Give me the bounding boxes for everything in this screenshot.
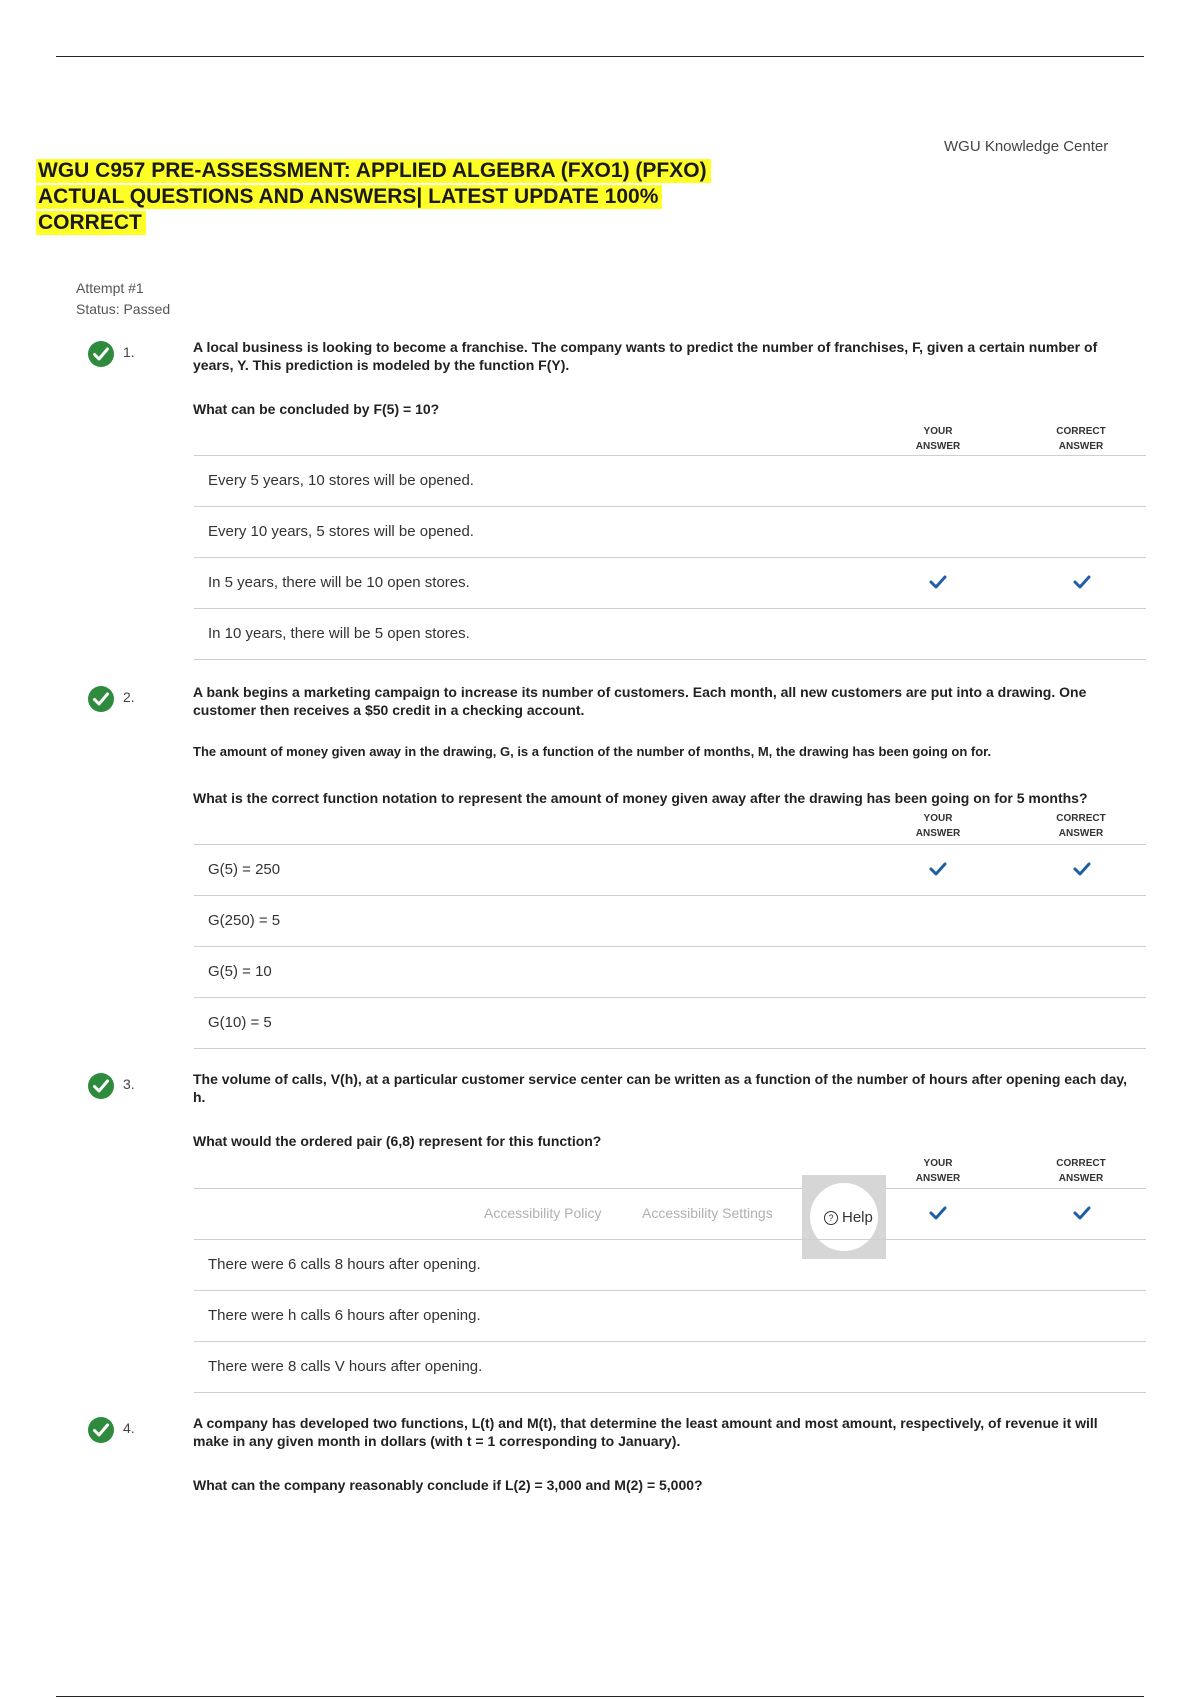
answer-label: In 5 years, there will be 10 open stores. [208, 574, 470, 591]
answer-row[interactable] [194, 608, 1146, 660]
correct-answer-header: CORRECT ANSWER [1056, 813, 1106, 839]
answer-row[interactable] [194, 1290, 1146, 1341]
answer-label: Every 5 years, 10 stores will be opened. [208, 472, 474, 489]
title-line-1: WGU C957 PRE-ASSESSMENT: APPLIED ALGEBRA (FXO1) (PFXO) [36, 159, 711, 183]
correct-answer-check-icon [1072, 1204, 1092, 1222]
question-number: 1. [123, 344, 135, 360]
passed-check-icon [88, 1417, 114, 1443]
answer-table [194, 1188, 1146, 1393]
top-rule [56, 56, 1144, 57]
question-text: The volume of calls, V(h), at a particular customer service center can be written as a function of the number of hours after opening each day, h. [193, 1071, 1128, 1105]
your-answer-check-icon [928, 1204, 948, 1222]
your-answer-check-icon [928, 860, 948, 878]
answer-label: There were h calls 6 hours after opening. [208, 1307, 481, 1324]
answer-label: There were 8 calls V hours after opening. [208, 1358, 483, 1375]
answer-label: G(10) = 5 [208, 1014, 272, 1031]
your-answer-check-icon [928, 573, 948, 591]
answer-table [194, 844, 1146, 1049]
correct-answer-header: CORRECT ANSWER [1056, 1158, 1106, 1184]
accessibility-settings-link[interactable]: Accessibility Settings [642, 1205, 773, 1221]
answer-row[interactable] [194, 455, 1146, 506]
question-number: 3. [123, 1076, 135, 1092]
answer-label: There were 6 calls 8 hours after opening. [208, 1256, 481, 1273]
help-label [824, 1209, 873, 1226]
answer-row[interactable] [194, 997, 1146, 1049]
answer-row[interactable] [194, 506, 1146, 557]
correct-answer-check-icon [1072, 573, 1092, 591]
answer-row[interactable] [194, 1188, 1146, 1239]
question-prompt: What can be concluded by F(5) = 10? [193, 401, 440, 417]
answer-label: In 10 years, there will be 5 open stores. [208, 625, 470, 642]
status-label: Status: Passed [76, 301, 171, 317]
passed-check-icon [88, 686, 114, 712]
your-answer-header: YOUR ANSWER [915, 813, 961, 839]
title-line-3: CORRECT [36, 211, 146, 235]
question-text: A bank begins a marketing campaign to increase its number of customers. Each month, all new customers are put into a drawing. One customer then receives a $50 credit in a checking account. [193, 684, 1087, 718]
question-prompt: What can the company reasonably conclude if L(2) = 3,000 and M(2) = 5,000? [193, 1477, 703, 1493]
document-title [36, 158, 796, 236]
question-text: A company has developed two functions, L(t) and M(t), that determine the least amount and most amount, respectively, of revenue it will make in any given month in dollars (with t = 1 corresponding to January). [193, 1415, 1098, 1449]
correct-answer-header: CORRECT ANSWER [1056, 426, 1106, 452]
help-icon: ? [824, 1211, 838, 1225]
answer-table [194, 455, 1146, 660]
question-prompt: What is the correct function notation to represent the amount of money given away after the drawing has been going on for 5 months? [193, 790, 1088, 806]
attempt-label: Attempt #1 [76, 280, 144, 296]
title-line-2: ACTUAL QUESTIONS AND ANSWERS| LATEST UPDATE 100% [36, 185, 662, 209]
question-text-2: The amount of money given away in the drawing, G, is a function of the number of months, M, the drawing has been going on for. [193, 744, 992, 759]
answer-label: G(5) = 10 [208, 963, 272, 980]
passed-check-icon [88, 341, 114, 367]
bottom-rule [56, 1696, 1144, 1697]
accessibility-policy-link[interactable]: Accessibility Policy [484, 1205, 602, 1221]
answer-label: G(5) = 250 [208, 861, 281, 878]
your-answer-header: YOUR ANSWER [915, 426, 961, 452]
answer-row[interactable] [194, 1239, 1146, 1290]
correct-answer-check-icon [1072, 860, 1092, 878]
help-text: Help [842, 1209, 873, 1226]
question-number: 2. [123, 689, 135, 705]
your-answer-header: YOUR ANSWER [915, 1158, 961, 1184]
question-text: A local business is looking to become a franchise. The company wants to predict the number of franchises, F, given a certain number of years, Y. This prediction is modeled by the function F(Y). [193, 339, 1098, 373]
answer-row[interactable] [194, 557, 1146, 608]
answer-row[interactable] [194, 895, 1146, 946]
attempt-info [76, 278, 170, 320]
passed-check-icon [88, 1073, 114, 1099]
site-name: WGU Knowledge Center [944, 138, 1109, 155]
answer-label: Every 10 years, 5 stores will be opened. [208, 523, 474, 540]
answer-row[interactable] [194, 1341, 1146, 1393]
question-prompt: What would the ordered pair (6,8) represent for this function? [193, 1133, 602, 1149]
answer-row[interactable] [194, 844, 1146, 895]
question-number: 4. [123, 1420, 135, 1436]
answer-label: G(250) = 5 [208, 912, 281, 929]
answer-row[interactable] [194, 946, 1146, 997]
